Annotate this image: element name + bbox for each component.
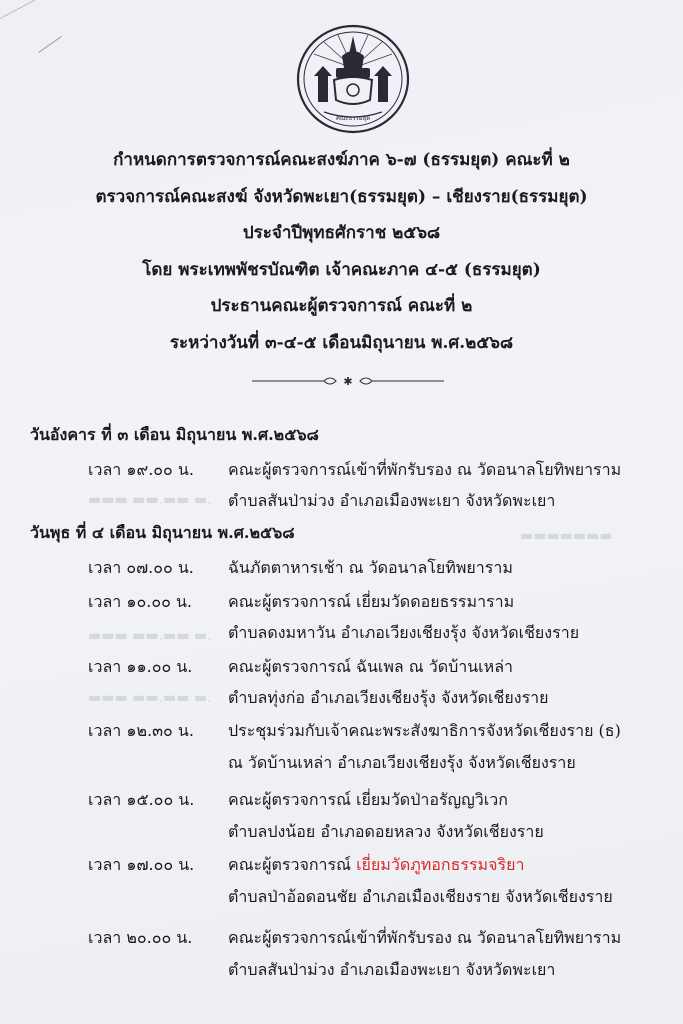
schedule-description: คณะผู้ตรวจการณ์เข้าที่พักรับรอง ณ วัดอนาลโยทิพยาราม [228,928,622,947]
schedule-location: ณ วัดบ้านเหล่า อำเภอเวียงเชียงรุ้ง จังหวัดเชียงราย [228,753,576,772]
highlighted-temple-name: เยี่ยมวัดภูทอกธรรมจริยา [356,855,525,874]
schedule-location: ตำบลสันป่าม่วง อำเภอเมืองพะเยา จังหวัดพะเยา [228,491,556,510]
schedule-time: เวลา ๑๒.๓๐ น. [88,721,194,740]
schedule-location: ตำบลดงมหาวัน อำเภอเวียงเชียงรุ้ง จังหวัดเชียงราย [228,623,580,642]
schedule-location: ตำบลปงน้อย อำเภอดอยหลวง จังหวัดเชียงราย [228,822,544,841]
schedule-description-text: คณะผู้ตรวจการณ์ [228,855,351,874]
seal-text: คณะธรรมยุต [335,115,371,122]
ornamental-divider [250,374,446,388]
schedule-location: ตำบลป่าอ้อดอนชัย อำเภอเมืองเชียงราย จังหวัดเชียงราย [228,887,613,906]
schedule-description: ประชุมร่วมกับเจ้าคณะพระสังฆาธิการจังหวัดเชียงราย (ธ) [228,721,621,740]
title-line-1: กำหนดการตรวจการณ์คณะสงฆ์ภาค ๖-๗ (ธรรมยุต) คณะที่ ๒ [113,150,570,170]
title-line-6: ระหว่างวันที่ ๓-๔-๕ เดือนมิถุนายน พ.ศ.๒๕๖๘ [169,333,514,353]
title-line-3: ประจำปีพุทธศักราช ๒๕๖๘ [242,223,441,243]
schedule-time: เวลา ๑๕.๐๐ น. [88,790,195,809]
schedule-description: คณะผู้ตรวจการณ์ เยี่ยมวัดป่าอรัญญวิเวก [228,790,508,809]
title-line-2: ตรวจการณ์คณะสงฆ์ จังหวัดพะเยา(ธรรมยุต) – เชียงราย(ธรรมยุต) [95,187,588,207]
title-line-5: ประธานคณะผู้ตรวจการณ์ คณะที่ ๒ [210,296,473,316]
schedule-time: เวลา ๑๑.๐๐ น. [88,657,193,676]
schedule-time: เวลา ๑๙.๐๐ น. [88,460,194,479]
schedule-location: ตำบลสันป่าม่วง อำเภอเมืองพะเยา จังหวัดพะเยา [228,960,556,979]
schedule-description: คณะผู้ตรวจการณ์เข้าที่พักรับรอง ณ วัดอนาลโยทิพยาราม [228,460,622,479]
schedule-description: ฉันภัตตาหารเช้า ณ วัดอนาลโยทิพยาราม [228,558,513,577]
schedule-time: เวลา ๐๗.๐๐ น. [88,558,194,577]
schedule-location: ตำบลทุ่งก่อ อำเภอเวียงเชียงรุ้ง จังหวัดเชียงราย [228,688,549,707]
show-through-text: ▬▬▬▬▬▬▬ [520,528,613,544]
svg-text:✱: ✱ [343,375,353,388]
schedule-time: เวลา ๑๐.๐๐ น. [88,592,192,611]
title-line-4: โดย พระเทพพัชรบัณฑิต เจ้าคณะภาค ๔-๕ (ธรรมยุต) [142,260,541,280]
schedule-description: คณะผู้ตรวจการณ์ เยี่ยมวัดดอยธรรมาราม [228,592,515,611]
show-through-text: ▬▬▬ ▬▬.▬▬ ▬. [88,690,212,706]
dhammayut-seal-logo [296,24,410,134]
schedule-description: คณะผู้ตรวจการณ์ ฉันเพล ณ วัดบ้านเหล่า [228,657,513,676]
schedule-description [228,853,524,878]
day-heading: วันอังคาร ที่ ๓ เดือน มิถุนายน พ.ศ.๒๕๖๘ [30,425,319,444]
show-through-text: ▬▬▬ ▬▬.▬▬ ▬. [88,492,212,508]
day-heading: วันพุธ ที่ ๔ เดือน มิถุนายน พ.ศ.๒๕๖๘ [30,523,295,542]
schedule-time: เวลา ๒๐.๐๐ น. [88,928,193,947]
paper-crease [0,0,53,19]
schedule-time: เวลา ๑๗.๐๐ น. [88,855,195,874]
show-through-text: ▬▬▬ ▬▬.▬▬ ▬. [88,628,212,644]
paper-crease [38,36,62,53]
